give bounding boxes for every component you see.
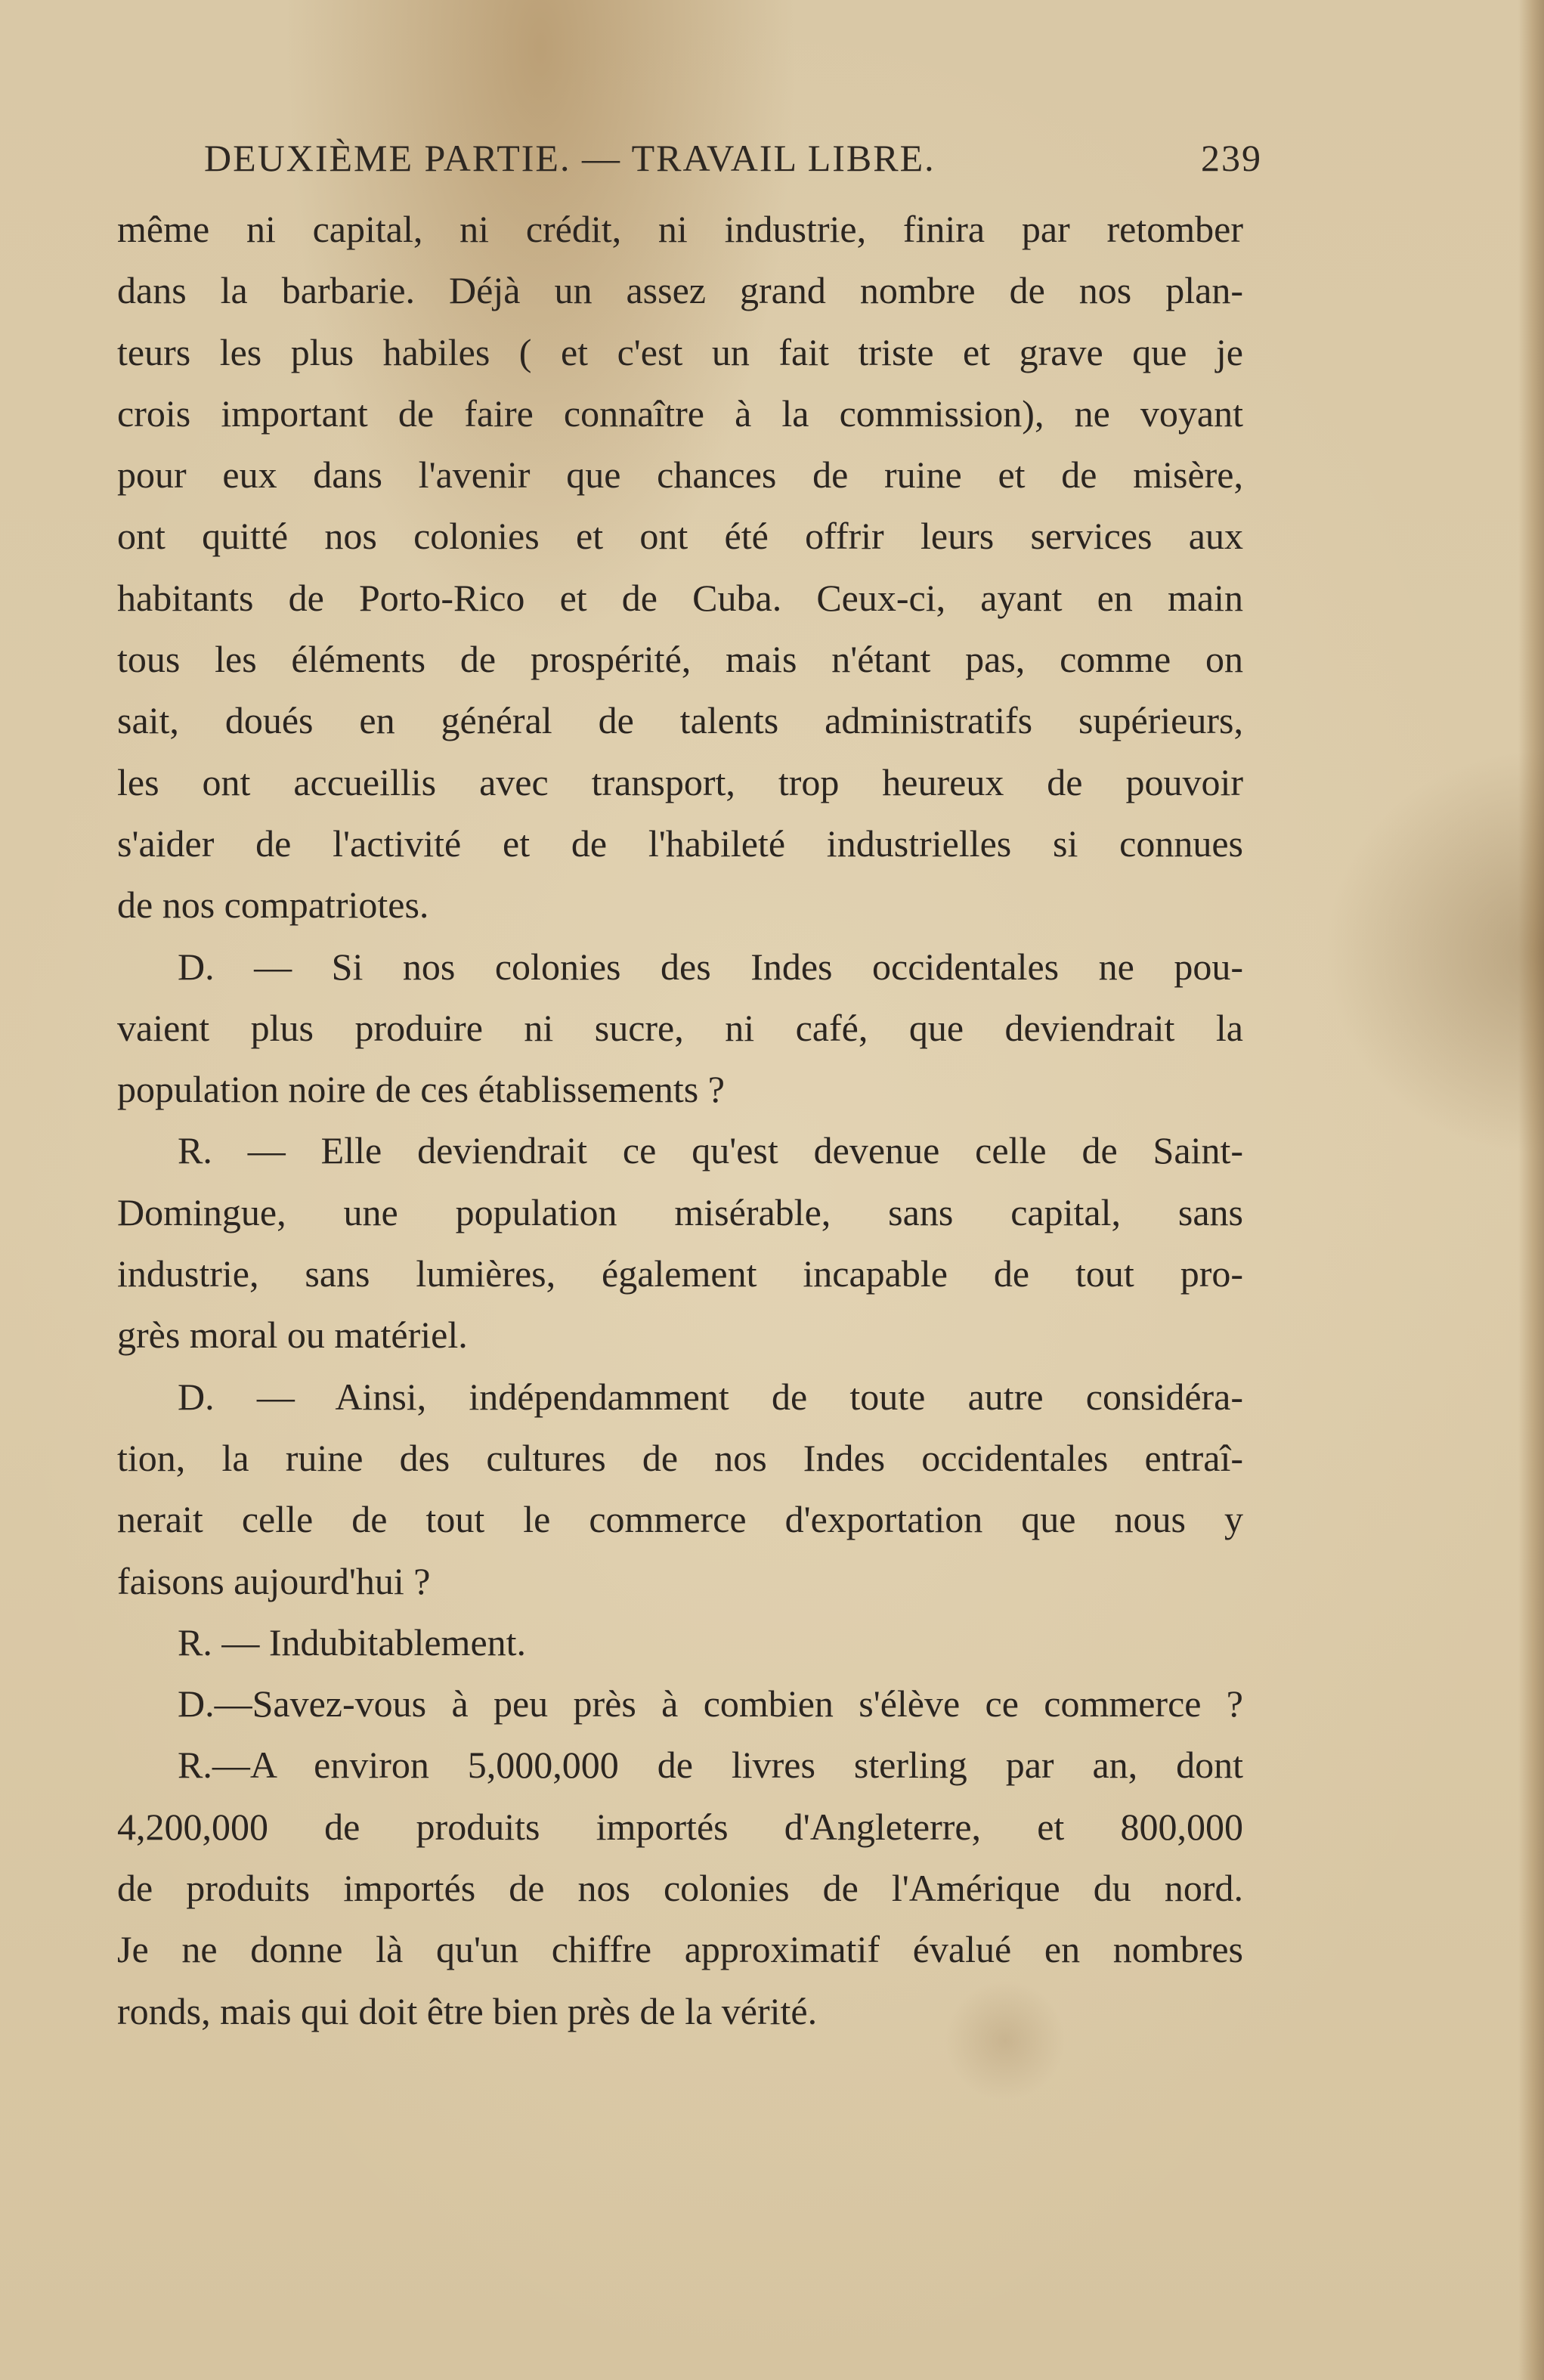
text-line: vaient plus produire ni sucre, ni café, que deviendrait la [117,1006,1243,1049]
text-line: habitants de Porto-Rico et de Cuba. Ceux-ci, ayant en main [117,576,1243,619]
question-line: D.—Savez-vous à peu près à combien s'élève ce commerce ? [178,1682,1243,1725]
text-line: faisons aujourd'hui ? [117,1559,431,1602]
text-line: de nos compatriotes. [117,884,429,927]
text-line: 4,200,000 de produits importés d'Angleterre, et 800,000 [117,1805,1243,1848]
text-line: même ni capital, ni crédit, ni industrie, finira par retomber [117,208,1243,250]
text-line: s'aider de l'activité et de l'habileté industrielles si connues [117,822,1243,865]
question-line: D. — Si nos colonies des Indes occidentales ne pou- [178,945,1243,988]
answer-line: R.—A environ 5,000,000 de livres sterling par an, dont [178,1744,1243,1787]
page-edge-shadow [1518,0,1544,2380]
text-line: sait, doués en général de talents administratifs supérieurs, [117,699,1243,742]
text-line: tous les éléments de prospérité, mais n'étant pas, comme on [117,638,1243,681]
text-line: nerait celle de tout le commerce d'exportation que nous y [117,1498,1243,1541]
page-number: 239 [1201,137,1262,179]
text-line: industrie, sans lumières, également incapable de tout pro- [117,1252,1243,1295]
question-line: D. — Ainsi, indépendamment de toute autre considéra- [178,1375,1243,1418]
text-line: de produits importés de nos colonies de l'Amérique du nord. [117,1867,1243,1910]
page-header [204,136,1262,189]
text-line: les ont accueillis avec transport, trop heureux de pouvoir [117,760,1243,803]
body-text [117,199,1243,2042]
running-title: DEUXIÈME PARTIE. — TRAVAIL LIBRE. [204,137,936,179]
text-line: dans la barbarie. Déjà un assez grand nombre de nos plan- [117,269,1243,312]
text-line: population noire de ces établissements ? [117,1068,725,1111]
text-line: crois important de faire connaître à la commission), ne voyant [117,392,1243,435]
text-line: grès moral ou matériel. [117,1314,468,1357]
text-line: teurs les plus habiles ( et c'est un fait triste et grave que je [117,330,1243,373]
text-line: ont quitté nos colonies et ont été offrir leurs services aux [117,515,1243,558]
text-line: tion, la ruine des cultures de nos Indes occidentales entraî- [117,1436,1243,1479]
answer-line: R. — Elle deviendrait ce qu'est devenue celle de Saint- [178,1129,1243,1172]
text-line: Je ne donne là qu'un chiffre approximatif évalué en nombres [117,1928,1243,1971]
text-line: ronds, mais qui doit être bien près de la vérité. [117,1989,818,2032]
text-line: pour eux dans l'avenir que chances de ruine et de misère, [117,453,1243,497]
text-line: Domingue, une population misérable, sans capital, sans [117,1190,1243,1233]
answer-line: R. — Indubitablement. [178,1620,527,1664]
